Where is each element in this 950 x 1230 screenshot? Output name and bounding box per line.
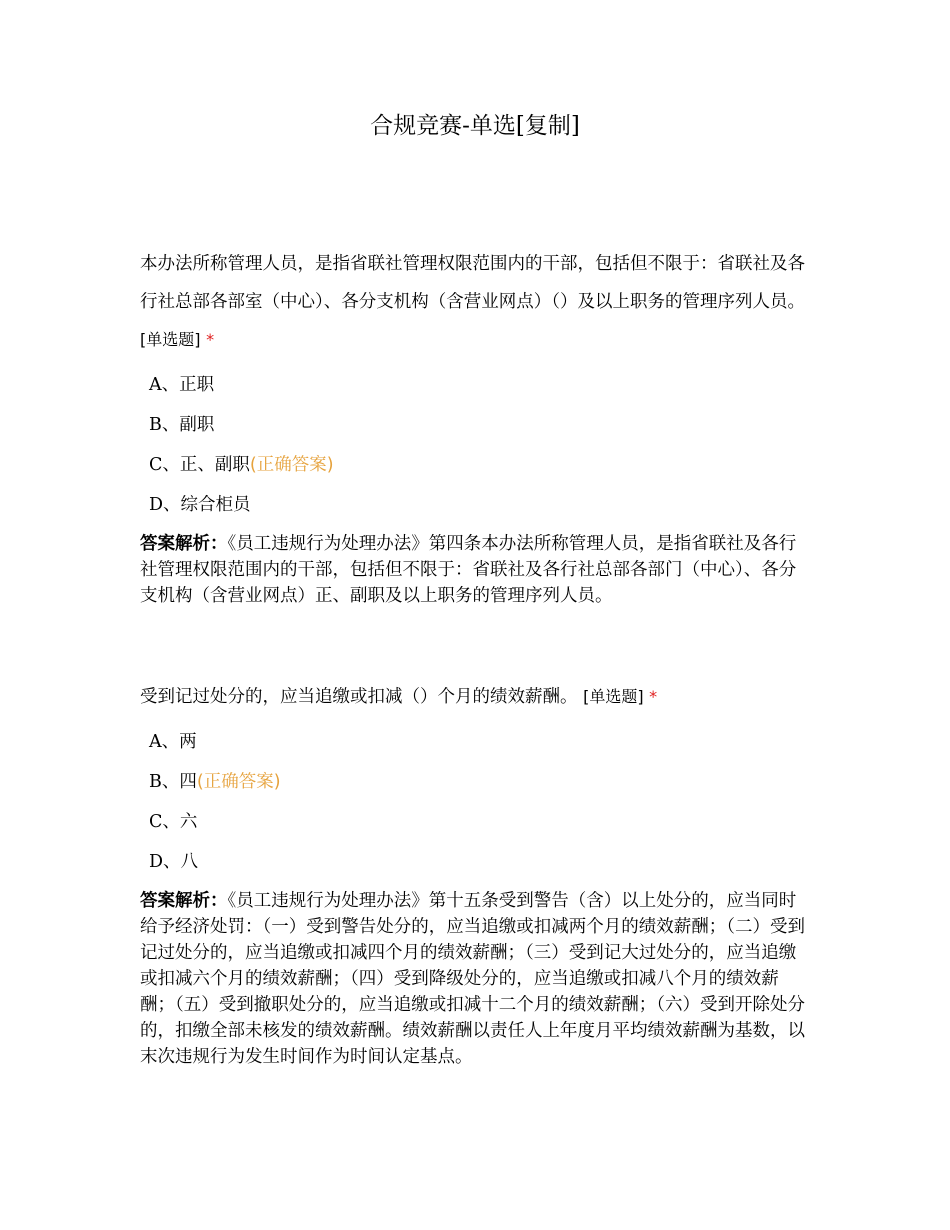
option-letter: C、 [149, 455, 180, 475]
question-type-label: [单选题] [140, 330, 201, 349]
option-text: 正职 [179, 375, 215, 395]
answer-analysis [140, 531, 812, 609]
option-d [140, 485, 812, 525]
analysis-text: 《员工违规行为处理办法》第四条本办法所称管理人员，是指省联社及各行社管理权限范围内的干部，包括但不限于：省联社及各行社总部各部门（中心）、各分支机构（含营业网点）正、副职及以上职务的管理序列人员。 [140, 534, 797, 606]
analysis-label: 答案解析： [140, 891, 228, 911]
option-b [140, 405, 812, 445]
question-stem [140, 245, 812, 359]
option-text: 四 [179, 772, 197, 792]
option-b [140, 762, 812, 802]
option-text: 正、副职 [179, 455, 250, 475]
option-list [140, 722, 812, 882]
analysis-text: 《员工违规行为处理办法》第十五条受到警告（含）以上处分的，应当同时给予经济处罚：（一）受到警告处分的，应当追缴或扣减两个月的绩效薪酬；（二）受到记过处分的，应当追缴或扣减四个月的绩效薪酬；（三）受到记大过处分的，应当追缴或扣减六个月的绩效薪酬；（四）受到降级处分的，应当追缴或扣减八个月的绩效薪酬；（五）受到撤职处分的，应当追缴或扣减十二个月的绩效薪酬；（六）受到开除处分的，扣缴全部未核发的绩效薪酬。绩效薪酬以责任人上年度月平均绩效薪酬为基数，以末次违规行为发生时间作为时间认定基点。 [140, 891, 805, 1067]
option-letter: D、 [149, 495, 181, 515]
option-c [140, 802, 812, 842]
option-c [140, 445, 812, 485]
option-text: 副职 [179, 415, 215, 435]
question-stem-text: 受到记过处分的，应当追缴或扣减（）个月的绩效薪酬。 [140, 687, 578, 707]
option-letter: B、 [149, 415, 180, 435]
option-letter: D、 [149, 852, 181, 872]
question-stem-text: 本办法所称管理人员，是指省联社管理权限范围内的干部，包括但不限于：省联社及各行社总部各部室（中心）、各分支机构（含营业网点）（）及以上职务的管理序列人员。 [140, 254, 805, 312]
question-type-label: [单选题] [583, 687, 644, 706]
option-a [140, 722, 812, 762]
analysis-label: 答案解析： [140, 534, 228, 554]
option-text: 两 [179, 732, 197, 752]
option-d [140, 842, 812, 882]
option-letter: B、 [149, 772, 180, 792]
option-list [140, 365, 812, 525]
question-1 [140, 245, 812, 609]
page-title: 合规竞赛-单选[复制] [370, 113, 580, 139]
option-letter: A、 [149, 375, 180, 395]
option-text: 八 [180, 852, 199, 872]
correct-answer-label: (正确答案) [196, 772, 281, 792]
required-mark: * [206, 330, 215, 349]
question-2 [140, 678, 812, 1070]
correct-answer-label: (正确答案) [249, 455, 334, 475]
option-text: 六 [179, 812, 198, 832]
option-text: 综合柜员 [180, 495, 251, 515]
question-stem [140, 678, 812, 716]
required-mark: * [649, 687, 658, 706]
option-a [140, 365, 812, 405]
option-letter: C、 [149, 812, 180, 832]
answer-analysis [140, 888, 812, 1070]
option-letter: A、 [149, 732, 180, 752]
